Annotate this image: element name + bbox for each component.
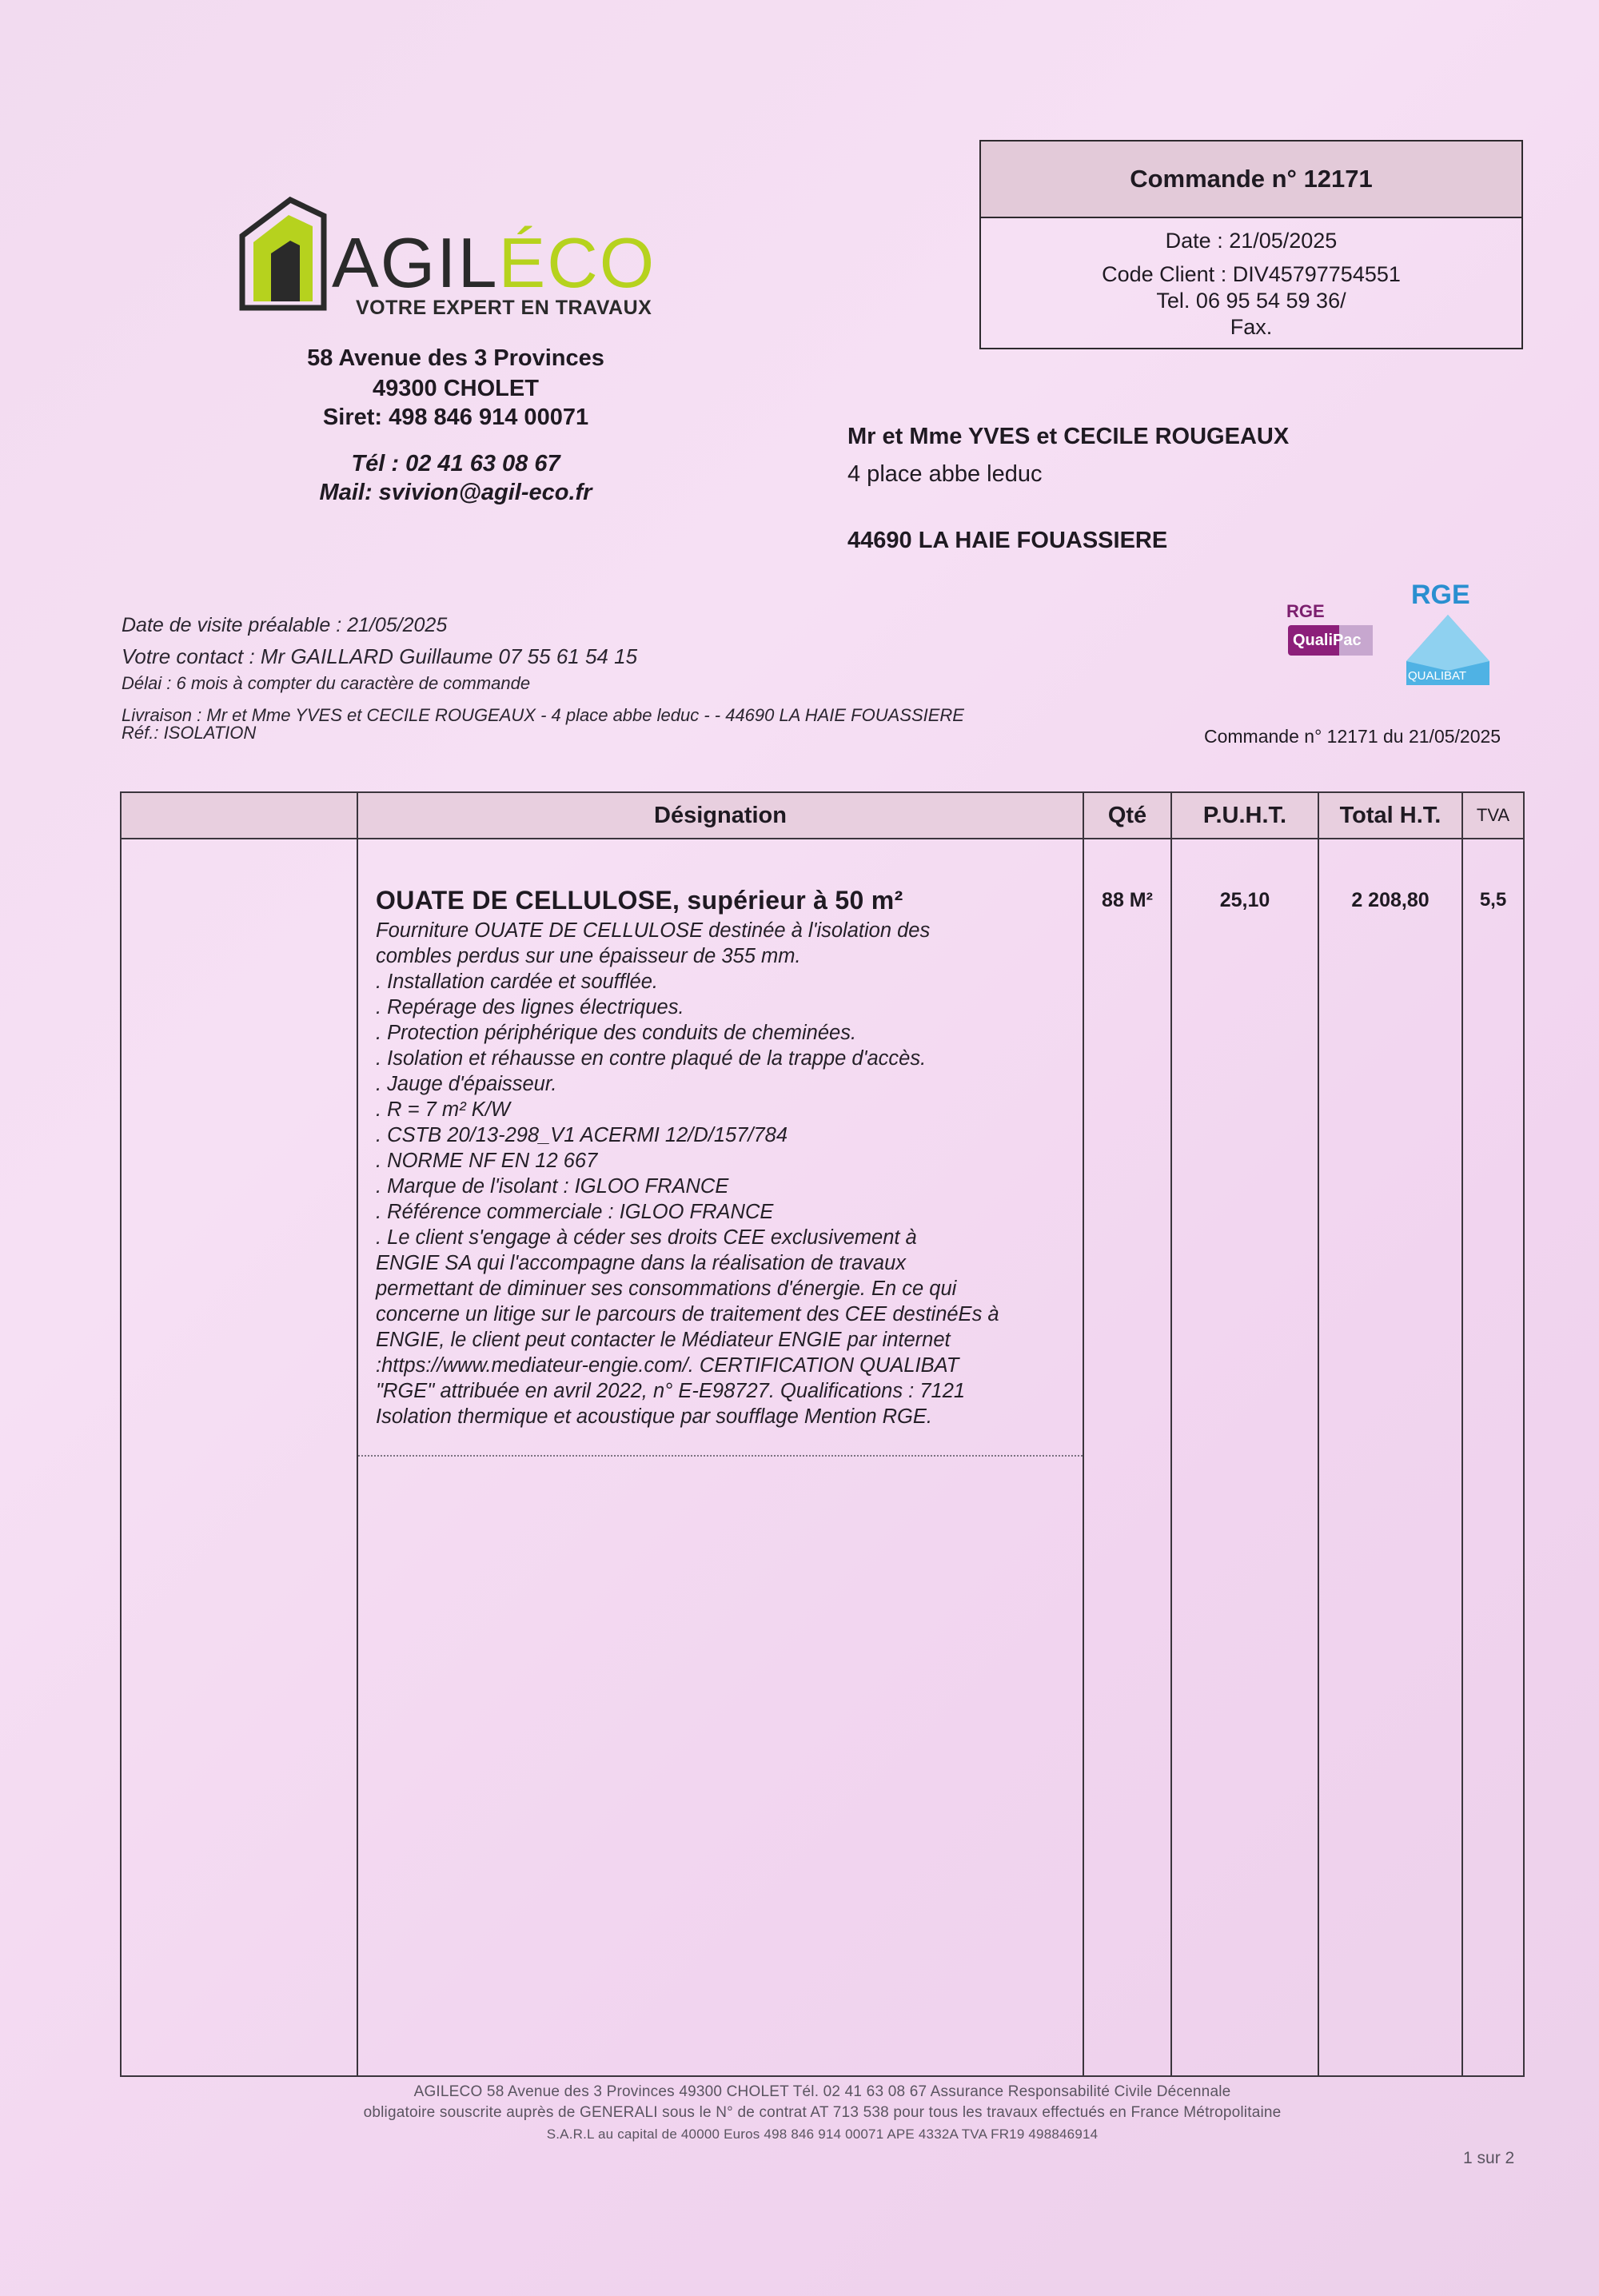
description-line: permettant de diminuer ses consommations d'énergie. En ce qui (376, 1278, 957, 1300)
visit-date: Date de visite préalable : 21/05/2025 (122, 614, 448, 636)
line-item-vat: 5,5 (1479, 889, 1507, 911)
description-line: . Repérage des lignes électriques. (376, 996, 684, 1018)
logo-wordmark: AGILÉCO (332, 223, 656, 302)
client-fax: Fax. (1230, 315, 1273, 339)
header-unit-price: P.U.H.T. (1202, 802, 1287, 828)
company-siret: Siret: 498 846 914 00071 (322, 405, 589, 430)
line-item-qty: 88 M² (1102, 889, 1153, 911)
line-item-total: 2 208,80 (1351, 889, 1430, 911)
order-number: Commande n° 12171 (981, 142, 1521, 218)
client-code: Code Client : DIV45797754551 (1102, 262, 1401, 286)
description-line: ENGIE SA qui l'accompagne dans la réalisation de travaux (376, 1252, 907, 1274)
company-logo (236, 196, 684, 324)
footer-line1: AGILECO 58 Avenue des 3 Provinces 49300 CHOLET Tél. 02 41 63 08 67 Assurance Responsabilité Civile Décennale (413, 2083, 1231, 2100)
row-separator (358, 1455, 1083, 1457)
order-date: Date : 21/05/2025 (1165, 229, 1338, 253)
logo-tagline: VOTRE EXPERT EN TRAVAUX (356, 297, 652, 319)
header-designation: Désignation (654, 802, 787, 828)
header-qty: Qté (1107, 802, 1147, 828)
header-total: Total H.T. (1339, 802, 1441, 828)
description-line: . Installation cardée et soufflée. (376, 971, 658, 993)
description-line: . Isolation et réhausse en contre plaqué de la trappe d'accès. (376, 1047, 927, 1070)
page-number: 1 sur 2 (1463, 2149, 1515, 2167)
delivery-delay: Délai : 6 mois à compter du caractère de commande (122, 673, 531, 693)
table-header-fill-left (120, 793, 358, 838)
client-phone: Tel. 06 95 54 59 36/ (1156, 289, 1346, 313)
description-line: . Protection périphérique des conduits de cheminées. (376, 1022, 857, 1044)
qualibat-text: QUALIBAT (1408, 669, 1467, 683)
contact-person: Votre contact : Mr GAILLARD Guillaume 07 55 61 54 15 (122, 644, 638, 668)
footer-line2: obligatoire souscrite auprès de GENERALI sous le N° de contrat AT 713 538 pour tous les travaux effectués en France Métropolitaine (363, 2104, 1282, 2121)
line-item-unit-price: 25,10 (1219, 889, 1270, 911)
description-line: . Marque de l'isolant : IGLOO FRANCE (376, 1175, 729, 1198)
col-border (1083, 791, 1084, 2077)
description-line: ENGIE, le client peut contacter le Médiateur ENGIE par internet (376, 1329, 951, 1351)
description-line: . Référence commerciale : IGLOO FRANCE (376, 1201, 774, 1223)
description-line: combles perdus sur une épaisseur de 355 mm. (376, 945, 801, 967)
description-line: :https://www.mediateur-engie.com/. CERTIFICATION QUALIBAT (376, 1354, 959, 1377)
client-street: 4 place abbe leduc (847, 461, 1043, 487)
rge-qualibat-badge (1403, 580, 1493, 685)
col-border (120, 791, 122, 2077)
delivery-address: Livraison : Mr et Mme YVES et CECILE ROUGEAUX - 4 place abbe leduc - - 44690 LA HAIE FOUASSIERE (122, 705, 964, 725)
company-address-line2: 49300 CHOLET (373, 376, 539, 401)
col-border (1170, 791, 1172, 2077)
description-line: Fourniture OUATE DE CELLULOSE destinée à l'isolation des (376, 919, 931, 942)
description-line: . Le client s'engage à céder ses droits CEE exclusivement à (376, 1226, 917, 1249)
order-info-box (979, 140, 1523, 349)
qualipac-text: QualiPac (1293, 632, 1362, 649)
description-line: . CSTB 20/13-298_V1 ACERMI 12/D/157/784 (376, 1124, 788, 1146)
footer-line3: S.A.R.L au capital de 40000 Euros 498 846 914 00071 APE 4332A TVA FR19 498846914 (546, 2127, 1099, 2142)
order-table (120, 791, 1525, 2077)
client-city: 44690 LA HAIE FOUASSIERE (847, 528, 1168, 553)
qualipac-badge (1283, 601, 1378, 659)
qualipac-rge-text: RGE (1286, 601, 1325, 621)
house-logo-icon (236, 196, 332, 316)
client-name: Mr et Mme YVES et CECILE ROUGEAUX (847, 424, 1290, 449)
col-border (1318, 791, 1319, 2077)
description-line: . NORME NF EN 12 667 (376, 1150, 598, 1172)
description-line: "RGE" attribuée en avril 2022, n° E-E98727. Qualifications : 7121 (376, 1380, 966, 1402)
col-border (1523, 791, 1525, 2077)
description-line: . R = 7 m² K/W (376, 1098, 510, 1121)
description-line: Isolation thermique et acoustique par soufflage Mention RGE. (376, 1405, 932, 1428)
line-item-title: OUATE DE CELLULOSE, supérieur à 50 m² (376, 886, 903, 915)
company-phone: Tél : 02 41 63 08 67 (351, 451, 560, 476)
description-line: . Jauge d'épaisseur. (376, 1073, 557, 1095)
order-reference: Commande n° 12171 du 21/05/2025 (1204, 726, 1501, 747)
company-email: Mail: svivion@agil-eco.fr (319, 480, 592, 505)
col-border (1461, 791, 1463, 2077)
reference: Réf.: ISOLATION (122, 723, 257, 743)
rge-text: RGE (1411, 580, 1470, 610)
description-line: concerne un litige sur le parcours de traitement des CEE destinéEs à (376, 1303, 999, 1325)
col-border (357, 791, 358, 2077)
header-vat: TVA (1476, 805, 1510, 825)
company-address-line1: 58 Avenue des 3 Provinces (307, 345, 604, 371)
table-bottom-border (120, 2075, 1525, 2077)
